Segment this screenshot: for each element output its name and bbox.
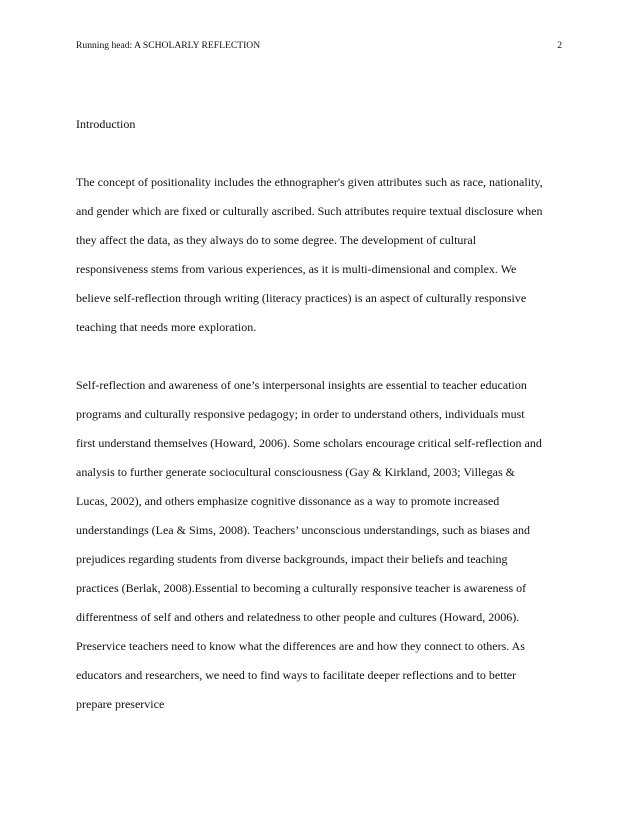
page-number: 2 <box>557 40 562 51</box>
text-line: understandings (Lea & Sims, 2008). Teachers’ unconscious understandings, such as biases and <box>76 523 530 537</box>
text-line: teaching that needs more exploration. <box>76 320 257 334</box>
running-head: Running head: A SCHOLARLY REFLECTION <box>76 40 261 51</box>
text-line: practices (Berlak, 2008).Essential to becoming a culturally responsive teacher is awareness of <box>76 581 527 595</box>
text-line: believe self-reflection through writing (literacy practices) is an aspect of culturally responsive <box>76 291 527 305</box>
text-line: Preservice teachers need to know what the differences are and how they connect to others. As <box>76 639 525 653</box>
text-line: differentness of self and others and relatedness to other people and cultures (Howard, 2006). <box>76 610 520 624</box>
text-line: programs and culturally responsive pedagogy; in order to understand others, individuals must <box>76 407 525 421</box>
paragraph-2 <box>76 371 576 719</box>
text-line: Self-reflection and awareness of one’s interpersonal insights are essential to teacher education <box>76 378 527 392</box>
text-line: they affect the data, as they always do to some degree. The development of cultural <box>76 233 477 247</box>
text-line: prepare preservice <box>76 697 165 711</box>
paragraph-1 <box>76 168 576 342</box>
text-line: and gender which are fixed or culturally ascribed. Such attributes require textual disclosure when <box>76 204 543 218</box>
text-line: first understand themselves (Howard, 2006). Some scholars encourage critical self-reflection and <box>76 436 542 450</box>
text-line: educators and researchers, we need to find ways to facilitate deeper reflections and to better <box>76 668 517 682</box>
section-heading: Introduction <box>76 117 136 131</box>
text-line: The concept of positionality includes the ethnographer's given attributes such as race, nationality, <box>76 175 543 189</box>
page-header <box>76 38 562 54</box>
text-line: responsiveness stems from various experiences, as it is multi-dimensional and complex. We <box>76 262 517 276</box>
text-line: prejudices regarding students from diverse backgrounds, impact their beliefs and teaching <box>76 552 508 566</box>
text-line: Lucas, 2002), and others emphasize cognitive dissonance as a way to promote increased <box>76 494 500 508</box>
text-line: analysis to further generate sociocultural consciousness (Gay & Kirkland, 2003; Villegas & <box>76 465 515 479</box>
body-text <box>76 110 576 719</box>
